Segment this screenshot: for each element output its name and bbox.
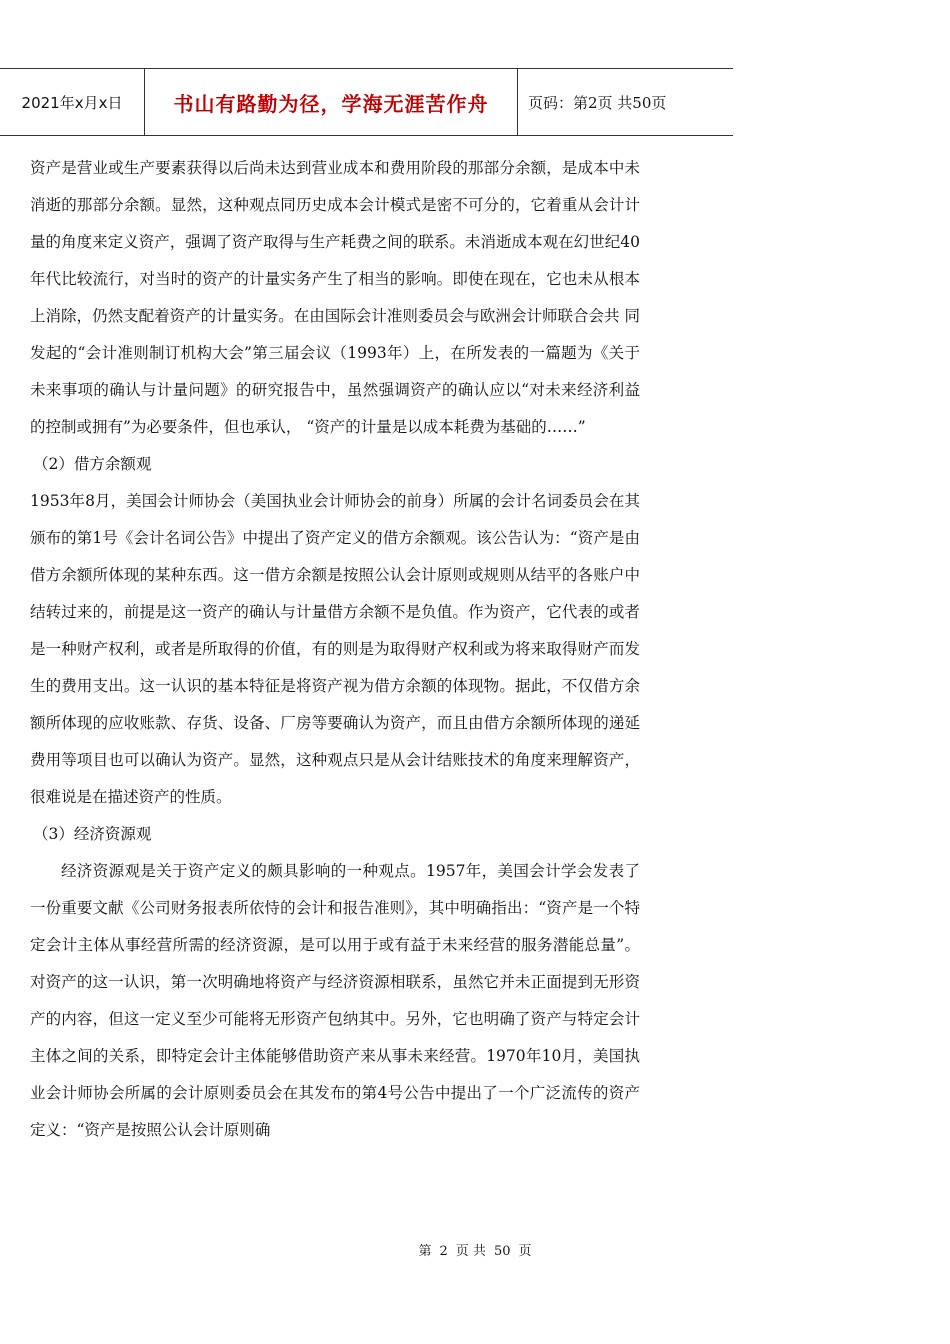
header-page-number: 页码：第2页 共50页 xyxy=(528,93,667,112)
paragraph-economic-resource: 经济资源观是关于资产定义的颇具影响的一种观点。1957年，美国会计学会发表了一份重要文献《公司财务报表所依恃的会计和报告准则》，其中明确指出：“资产是一个特定会计主体从事经营所需的经济资源，是可以用于或有益于未来经营的服务潜能总量”。对资产的这一认识，第一次明确地将资产与经济资源相联系，虽然它并未正面提到无形资产的内容，但这一定义至少可能将无形资产包纳其中。另外，它也明确了资产与特定会计主体之间的关系，即特定会计主体能够借助资产来从事未来经营。1970年10月，美国执业会计师协会所属的会计原则委员会在其发布的第4号公告中提出了一个广泛流传的资产定义：“资产是按照公认会计原则确 xyxy=(30,862,640,1139)
header-motto: 书山有路勤为径，学海无涯苦作舟 xyxy=(145,69,518,135)
page-header xyxy=(0,68,733,136)
paragraph-unexpired-cost: 资产是营业或生产要素获得以后尚未达到营业成本和费用阶段的那部分余额，是成本中未消逝的那部分余额。显然，这种观点同历史成本会计模式是密不可分的，它着重从会计计量的角度来定义资产，强调了资产取得与生产耗费之间的联系。未消逝成本观在幻世纪40年代比较流行，对当时的资产的计量实务产生了相当的影响。即使在现在，它也未从根本上消除，仍然支配着资产的计量实务。在由国际会计准则委员会与欧洲会计师联合会共 同发起的“会计准则制订机构大会”第三届会议（1993年）上，在所发表的一篇题为《关于未来事项的确认与计量问题》的研究报告中，虽然强调资产的确认应以“对未来经济利益的控制或拥有”为必要条件，但也承认， “资产的计量是以成本耗费为基础的……” xyxy=(30,159,640,436)
footer-total: 50 xyxy=(493,1244,511,1259)
page-footer xyxy=(0,1240,950,1259)
footer-suffix: 页 xyxy=(518,1244,532,1259)
document-body xyxy=(30,150,640,1149)
section-heading-economic-resource: （3）经济资源观 xyxy=(33,825,152,843)
footer-page: 2 xyxy=(439,1244,448,1259)
header-date: 2021年x月x日 xyxy=(0,69,145,135)
footer-mid: 页 共 xyxy=(455,1244,486,1259)
footer-prefix: 第 xyxy=(418,1244,432,1259)
paragraph-debit-balance: 1953年8月，美国会计师协会（美国执业会计师协会的前身）所属的会计名词委员会在其颁布的第1号《会计名词公告》中提出了资产定义的借方余额观。该公告认为：“资产是由借方余额所体现的某种东西。这一借方余额是按照公认会计原则或规则从结平的各账户中结转过来的，前提是这一资产的确认与计量借方余额不是负值。作为资产，它代表的或者是一种财产权利，或者是所取得的价值，有的则是为取得财产权利或为将来取得财产而发生的费用支出。这一认识的基本特征是将资产视为借方余额的体现物。据此，不仅借方余额所体现的应收账款、存货、设备、厂房等要确认为资产，而且由借方余额所体现的递延费用等项目也可以确认为资产。显然，这种观点只是从会计结账技术的角度来理解资产，很难说是在描述资产的性质。 xyxy=(30,492,640,806)
section-heading-debit-balance: （2）借方余额观 xyxy=(33,455,152,473)
